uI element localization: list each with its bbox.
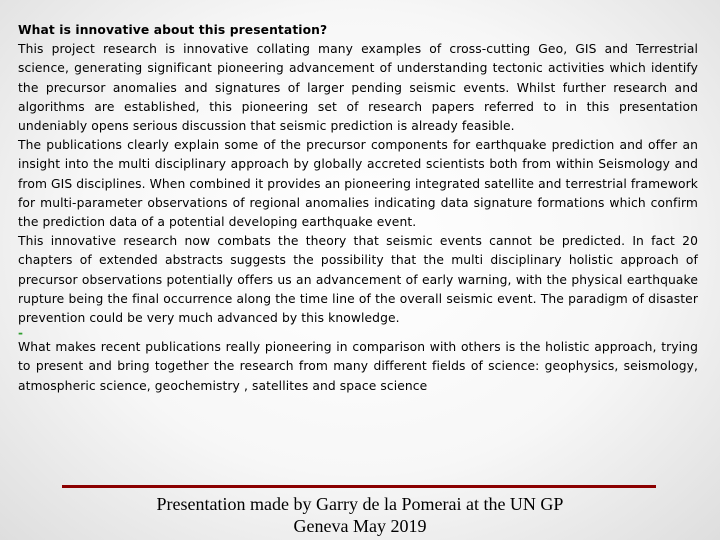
credit-line-location-date: Geneva May 2019 — [293, 516, 427, 536]
main-text-block — [18, 21, 698, 396]
paragraph-publications: The publications clearly explain some of the precursor components for earthquake prediction and offer an insight into the multi disciplinary approach by globally accreted scientists both from within Seismology and from GIS disciplines. When combined it provides an pioneering integrated satellite and terrestrial framework for multi-parameter observations of regional anomalies indicating data signature formations which confirm the prediction data of a potential developing earthquake event. — [18, 138, 698, 230]
paragraph-innovation: This project research is innovative collating many examples of cross-cutting Geo, GIS and Terrestrial science, generating significant pioneering advancement of understanding tectonic activities which identify the precursor anomalies and signatures of larger pending seismic events. Whilst further research and algorithms are established, this pioneering set of research papers referred to in this presentation undeniably opens serious discussion that seismic prediction is already feasible. — [18, 42, 698, 134]
presentation-credit — [60, 493, 660, 537]
green-marker: - — [18, 326, 24, 341]
paragraph-closing: What makes recent publications really pioneering in comparison with others is the holistic approach, trying to present and bring together the research from many different fields of science: geophysics, seismology, atmospheric science, geochemistry , satellites and space science — [18, 340, 698, 393]
paragraph-research: This innovative research now combats the theory that seismic events cannot be predicted. In fact 20 chapters of extended abstracts suggests the possibility that the multi disciplinary holistic approach of precursor observations potentially offers us an advancement of early warning, with the physical earthquake rupture being the final occurrence along the time line of the overall seismic event. The paradigm of disaster prevention could be very much advanced by this knowledge. — [18, 234, 698, 326]
footer-divider — [62, 485, 656, 488]
section-heading: What is innovative about this presentation? — [18, 23, 328, 37]
credit-line-presenter: Presentation made by Garry de la Pomerai at the UN GP — [156, 494, 564, 514]
